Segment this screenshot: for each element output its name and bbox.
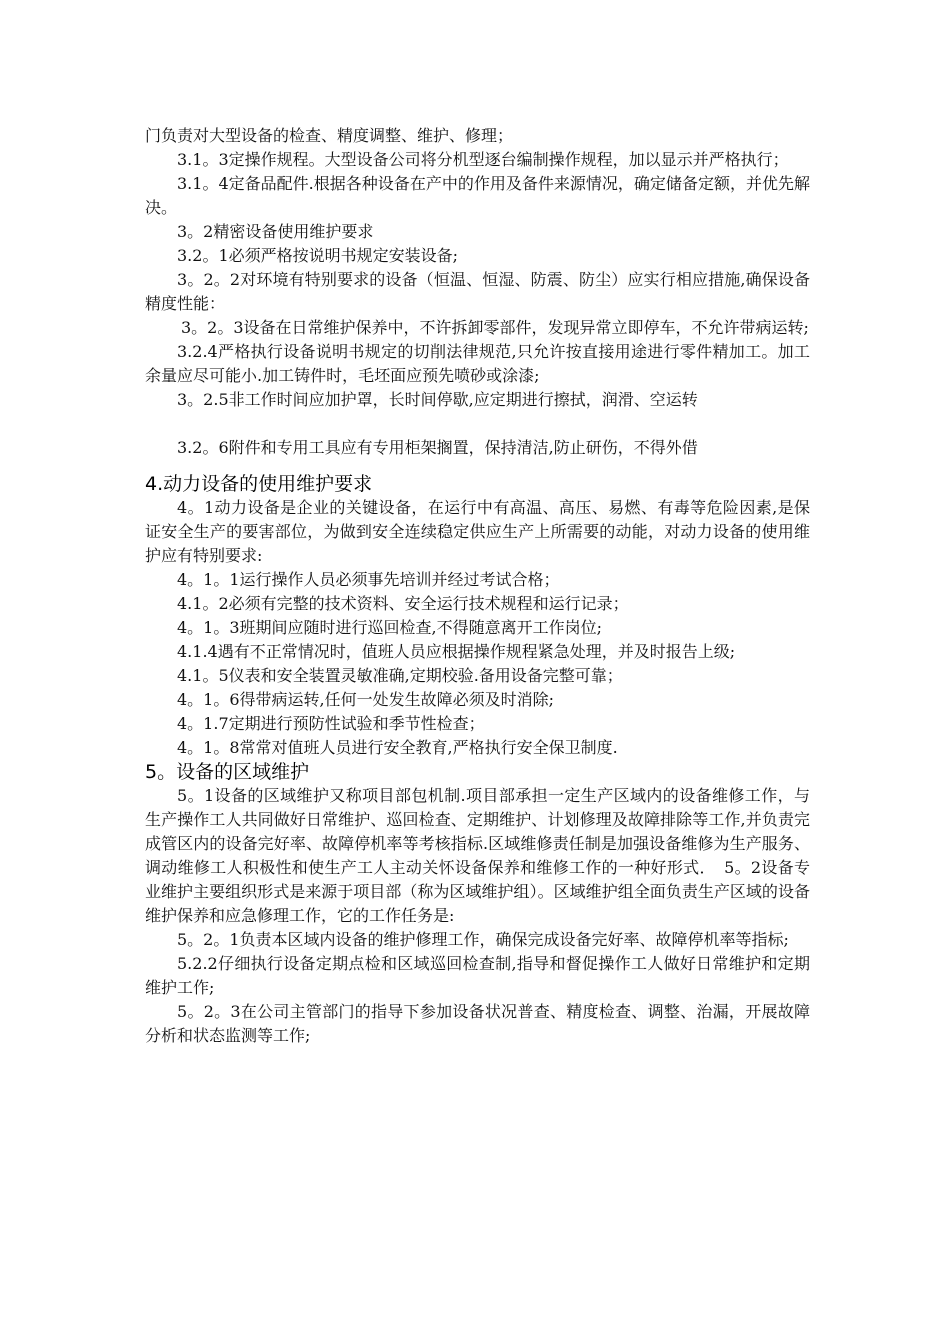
paragraph: 4。1。3班期间应随时进行巡回检查,不得随意离开工作岗位; <box>177 618 603 637</box>
paragraph: 4.1。5仪表和安全装置灵敏准确,定期校验.备用设备完整可靠； <box>177 666 623 685</box>
paragraph: 3.2.4严格执行设备说明书规定的切削法律规范,只允许按直接用途进行零件精加工。加工余量应尽可能小.加工铸件时，毛坯面应预先喷砂或涂漆; <box>145 342 810 385</box>
paragraph: 5。1设备的区域维护又称项目部包机制.项目部承担一定生产区域内的设备维修工作，与生产操作工人共同做好日常维护、巡回检查、定期维护、计划修理及故障排除等工作,并负责完成管区内的设备完好率、故障停机率等考核指标.区域维修责任制是加强设备维修为生产服务、调动维修工人积极性和使生产工人主动关怀设备保养和维修工作的一种好形式． 5。2设备专业维护主要组织形式是来源于项目部（称为区域维护组）。区域维护组全面负责生产区域的设备维护保养和应急修理工作，它的工作任务是: <box>145 786 810 925</box>
section-4-heading: 4.动力设备的使用维护要求 <box>145 473 373 495</box>
paragraph: 4.1.4遇有不正常情况时，值班人员应根据操作规程紧急处理，并及时报告上级; <box>177 642 736 661</box>
paragraph: 3.2。1必须严格按说明书规定安装设备; <box>177 246 459 265</box>
paragraph: 5.2.2仔细执行设备定期点检和区域巡回检查制,指导和督促操作工人做好日常维护和定期维护工作; <box>145 954 810 997</box>
document-page <box>145 124 810 1048</box>
paragraph: 4.1。2必须有完整的技术资料、安全运行技术规程和运行记录； <box>177 594 629 613</box>
paragraph: 4。1。6得带病运转,任何一处发生故障必须及时消除; <box>177 690 555 709</box>
paragraph: 3.2。6附件和专用工具应有专用柜架搁置，保持清洁,防止研伤，不得外借 <box>177 438 698 457</box>
paragraph: 5。2。1负责本区域内设备的维护修理工作，确保完成设备完好率、故障停机率等指标; <box>177 930 789 949</box>
paragraph: 4。1动力设备是企业的关键设备，在运行中有高温、高压、易燃、有毒等危险因素,是保证安全生产的要害部位，为做到安全连续稳定供应生产上所需要的动能，对动力设备的使用维护应有特别要求: <box>145 498 810 565</box>
paragraph: 3。2.5非工作时间应加护罩，长时间停歇,应定期进行擦拭，润滑、空运转 <box>177 390 698 409</box>
section-5-heading: 5。设备的区域维护 <box>145 761 310 783</box>
paragraph: 4。1。8常常对值班人员进行安全教育,严格执行安全保卫制度. <box>177 738 618 757</box>
blank-line <box>145 412 810 436</box>
paragraph: 3.1。4定备品配件.根据各种设备在产中的作用及备件来源情况，确定储备定额，并优先解决。 <box>145 174 810 217</box>
paragraph: 3。2。2对环境有特别要求的设备（恒温、恒湿、防震、防尘）应实行相应措施,确保设备精度性能： <box>145 270 810 313</box>
paragraph: 5。2。3在公司主管部门的指导下参加设备状况普查、精度检查、调整、治漏，开展故障分析和状态监测等工作; <box>145 1002 810 1045</box>
paragraph: 门负责对大型设备的检查、精度调整、维护、修理； <box>145 126 514 145</box>
paragraph: 4。1。1运行操作人员必须事先培训并经过考试合格； <box>177 570 560 589</box>
paragraph: 3。2。3设备在日常维护保养中，不许拆卸零部件，发现异常立即停车，不允许带病运转; <box>181 318 809 337</box>
paragraph: 3.1。3定操作规程。大型设备公司将分机型逐台编制操作规程，加以显示并严格执行； <box>177 150 789 169</box>
paragraph: 4。1.7定期进行预防性试验和季节性检查； <box>177 714 485 733</box>
subheading: 3。2精密设备使用维护要求 <box>177 222 374 241</box>
